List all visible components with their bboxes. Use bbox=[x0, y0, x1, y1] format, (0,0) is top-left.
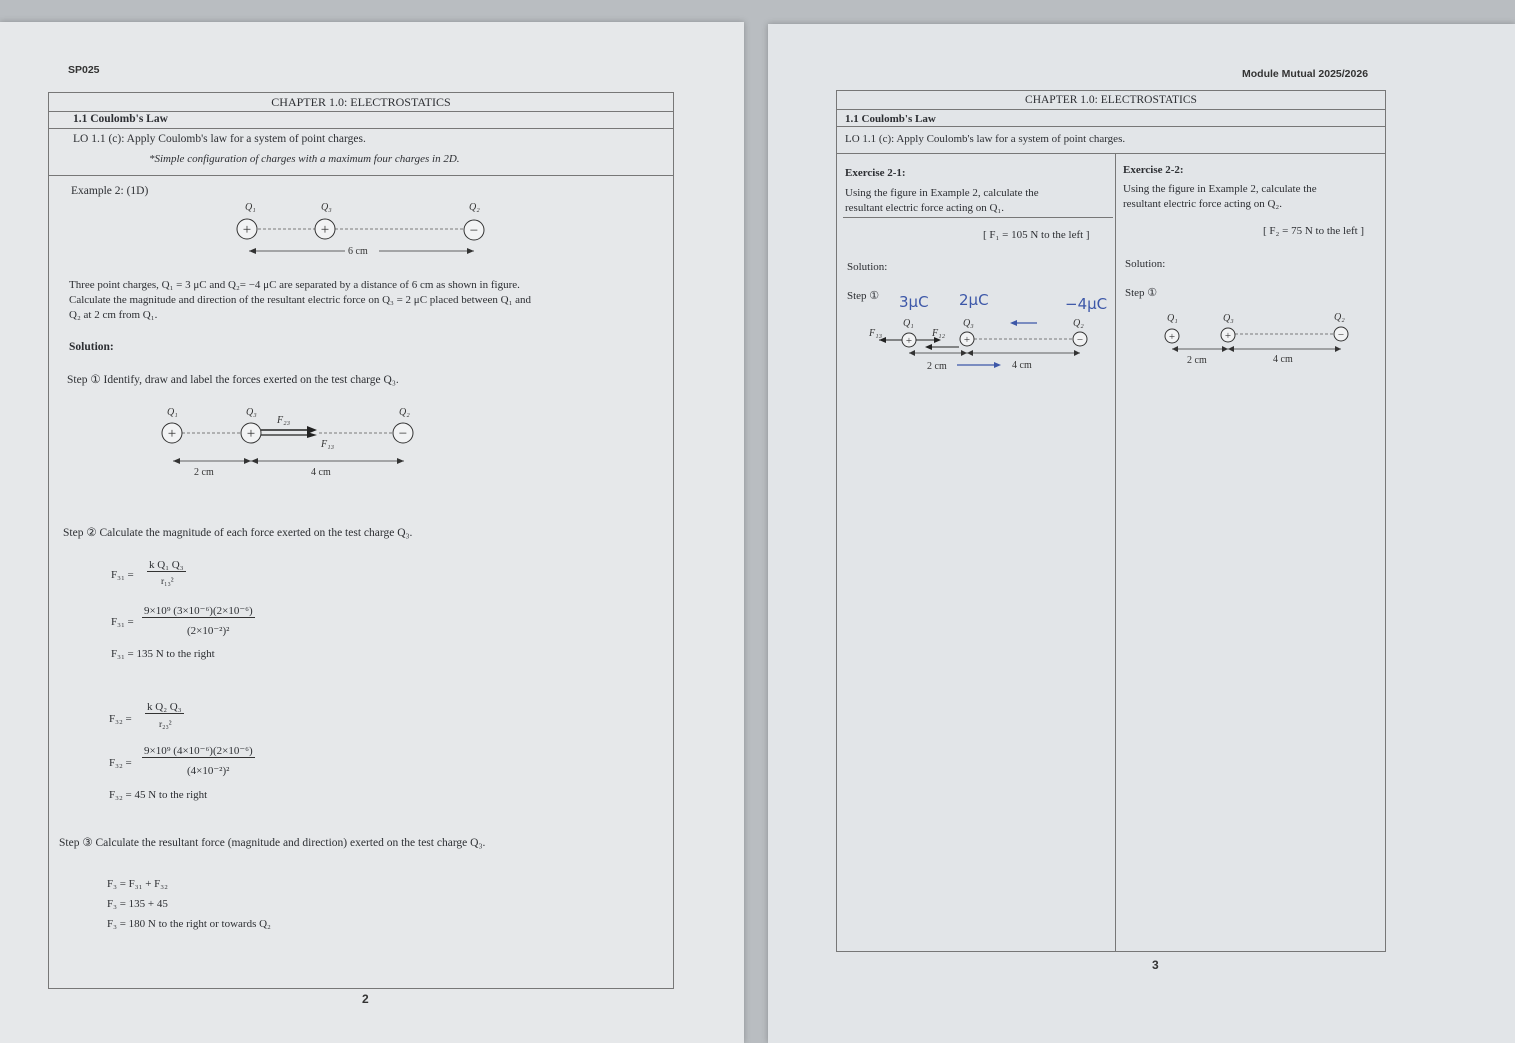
svg-text:+: + bbox=[246, 426, 256, 442]
exercise-1-text-1: Using the figure in Example 2, calculate the bbox=[845, 187, 1039, 199]
chapter-title: CHAPTER 1.0: ELECTROSTATICS bbox=[271, 95, 451, 109]
eq-f31-result: F₃₁ = 135 N to the right bbox=[111, 648, 215, 660]
exercise-1-text-2: resultant electric force acting on Q₁. bbox=[845, 202, 1004, 214]
step-2: Step ② Calculate the magnitude of each force exerted on the test charge Q₃. bbox=[63, 527, 413, 539]
ex1-distance-2: 4 cm bbox=[1012, 360, 1032, 371]
problem-line-1: Three point charges, Q₁ = 3 μC and Q₂= −4 μC are separated by a distance of 6 cm as shown in figure. bbox=[69, 279, 520, 291]
module-label: Module Mutual 2025/2026 bbox=[1242, 68, 1369, 80]
eq-f32-sub-lhs: F₃₂ = bbox=[109, 757, 132, 769]
exercise-2-solution-label: Solution: bbox=[1125, 258, 1166, 270]
f13-label: F₁₃ bbox=[321, 439, 335, 450]
q2-label: Q₂ bbox=[469, 202, 480, 213]
handwritten-2uc: 2μC bbox=[959, 291, 989, 309]
ex1-q2-label: Q₂ bbox=[1073, 318, 1084, 329]
solution-label: Solution: bbox=[69, 341, 114, 353]
force-diagram bbox=[49, 93, 669, 513]
eq-f32-result: F₃₂ = 45 N to the right bbox=[109, 789, 208, 801]
right-section-title: 1.1 Coulomb's Law bbox=[845, 113, 936, 125]
eq-f31-denominator: r₁₃² bbox=[161, 577, 174, 587]
fig2-negative-charge-q2 bbox=[393, 423, 413, 443]
ex1-q3-label: Q₃ bbox=[963, 318, 974, 329]
fig2-q2-label: Q₂ bbox=[399, 407, 410, 418]
handwritten-minus-4uc: −4μC bbox=[1065, 295, 1108, 313]
ex2-negative-charge-q2 bbox=[1334, 327, 1348, 341]
svg-text:+: + bbox=[905, 335, 913, 347]
eq-resultant-formula: F₃ = F₃₁ + F₃₂ bbox=[107, 878, 168, 890]
right-chapter-title: CHAPTER 1.0: ELECTROSTATICS bbox=[1025, 94, 1197, 106]
course-code: SP025 bbox=[68, 64, 100, 76]
exercise-2-text-1: Using the figure in Example 2, calculate the bbox=[1123, 183, 1317, 195]
page-number-right: 3 bbox=[1152, 958, 1159, 972]
eq-f32-lhs: F₃₂ = bbox=[109, 713, 132, 725]
fig2-positive-charge-q1 bbox=[162, 423, 182, 443]
ex2-positive-charge-q3 bbox=[1221, 328, 1235, 342]
problem-line-2: Calculate the magnitude and direction of the resultant electric force on Q₃ = 2 μC placed between Q₁ and bbox=[69, 294, 532, 306]
section-title: 1.1 Coulomb's Law bbox=[73, 113, 168, 125]
step-1: Step ① Identify, draw and label the forces exerted on the test charge Q₃. bbox=[67, 374, 399, 386]
ex2-positive-charge-q1 bbox=[1165, 329, 1179, 343]
ex2-q1-label: Q₁ bbox=[1167, 313, 1178, 324]
left-content-frame bbox=[48, 92, 674, 989]
example-title: Example 2: (1D) bbox=[71, 185, 149, 197]
eq-f31-sub-numerator: 9×10⁹ (3×10⁻⁶)(2×10⁻⁶) bbox=[144, 605, 253, 617]
exercise-2-text-2: resultant electric force acting on Q₂. bbox=[1123, 198, 1282, 210]
ex1-distance-1: 2 cm bbox=[927, 361, 947, 372]
ex2-q2-label: Q₂ bbox=[1334, 312, 1345, 323]
eq-f31-numerator: k Q₁ Q₃ bbox=[149, 559, 184, 571]
ex1-q1-label: Q₁ bbox=[903, 318, 914, 329]
exercise-1-solution-label: Solution: bbox=[847, 261, 888, 273]
left-page bbox=[0, 22, 744, 1043]
exercise-2-step-1: Step ① bbox=[1125, 287, 1158, 299]
exercise-1-title: Exercise 2-1: bbox=[845, 167, 906, 179]
right-learning-outcome: LO 1.1 (c): Apply Coulomb's law for a system of point charges. bbox=[845, 133, 1126, 145]
ex1-f12-label: F₁₂ bbox=[932, 328, 946, 339]
svg-text:−: − bbox=[469, 223, 479, 239]
ex2-q3-label: Q₃ bbox=[1223, 313, 1234, 324]
step-3: Step ③ Calculate the resultant force (magnitude and direction) exerted on the test charge Q₃. bbox=[59, 837, 486, 849]
svg-text:+: + bbox=[1168, 331, 1176, 343]
svg-text:+: + bbox=[1224, 330, 1232, 342]
handwritten-3uc: 3μC bbox=[899, 293, 929, 311]
page-number-left: 2 bbox=[362, 992, 369, 1006]
svg-text:+: + bbox=[963, 334, 971, 346]
lo-note: *Simple configuration of charges with a maximum four charges in 2D. bbox=[149, 153, 460, 165]
fig2-q3-label: Q₃ bbox=[246, 407, 257, 418]
fig2-distance-1: 2 cm bbox=[194, 467, 214, 478]
exercise-2-title: Exercise 2-2: bbox=[1123, 164, 1184, 176]
distance-label: 6 cm bbox=[348, 246, 368, 257]
svg-text:+: + bbox=[320, 222, 330, 238]
exercise-1-step-1: Step ① bbox=[847, 290, 880, 302]
eq-resultant-result: F₃ = 180 N to the right or towards Q₂ bbox=[107, 918, 271, 930]
learning-outcome: LO 1.1 (c): Apply Coulomb's law for a system of point charges. bbox=[73, 133, 366, 145]
svg-text:−: − bbox=[398, 426, 408, 442]
f23-label: F₂₃ bbox=[277, 415, 291, 426]
exercise-1-answer: [ F₁ = 105 N to the left ] bbox=[983, 229, 1090, 241]
eq-f31-sub-denominator: (2×10⁻²)² bbox=[187, 625, 230, 637]
right-page bbox=[768, 24, 1515, 1043]
q1-label: Q₁ bbox=[245, 202, 256, 213]
eq-resultant-sum: F₃ = 135 + 45 bbox=[107, 898, 168, 910]
exercise-2-answer: [ F₂ = 75 N to the left ] bbox=[1263, 225, 1365, 237]
fig2-distance-2: 4 cm bbox=[311, 467, 331, 478]
eq-f32-sub-denominator: (4×10⁻²)² bbox=[187, 765, 230, 777]
problem-line-3: Q₂ at 2 cm from Q₁. bbox=[69, 309, 158, 321]
svg-text:−: − bbox=[1337, 329, 1345, 341]
q3-label: Q₃ bbox=[321, 202, 332, 213]
fig2-q1-label: Q₁ bbox=[167, 407, 178, 418]
eq-f31-sub-lhs: F₃₁ = bbox=[111, 616, 134, 628]
fig2-positive-charge-q3 bbox=[241, 423, 261, 443]
eq-f32-denominator: r₂₃² bbox=[159, 720, 172, 730]
ex2-distance-2: 4 cm bbox=[1273, 354, 1293, 365]
eq-f31-lhs: F₃₁ = bbox=[111, 569, 134, 581]
svg-text:+: + bbox=[242, 222, 252, 238]
ex2-distance-1: 2 cm bbox=[1187, 355, 1207, 366]
eq-f32-numerator: k Q₂ Q₃ bbox=[147, 701, 182, 713]
exercise-2-figure bbox=[837, 91, 1385, 411]
right-content-frame bbox=[836, 90, 1386, 952]
eq-f32-sub-numerator: 9×10⁹ (4×10⁻⁶)(2×10⁻⁶) bbox=[144, 745, 253, 757]
svg-text:−: − bbox=[1076, 334, 1084, 346]
svg-text:+: + bbox=[167, 426, 177, 442]
ex1-f13-label: F₁₃ bbox=[869, 328, 883, 339]
